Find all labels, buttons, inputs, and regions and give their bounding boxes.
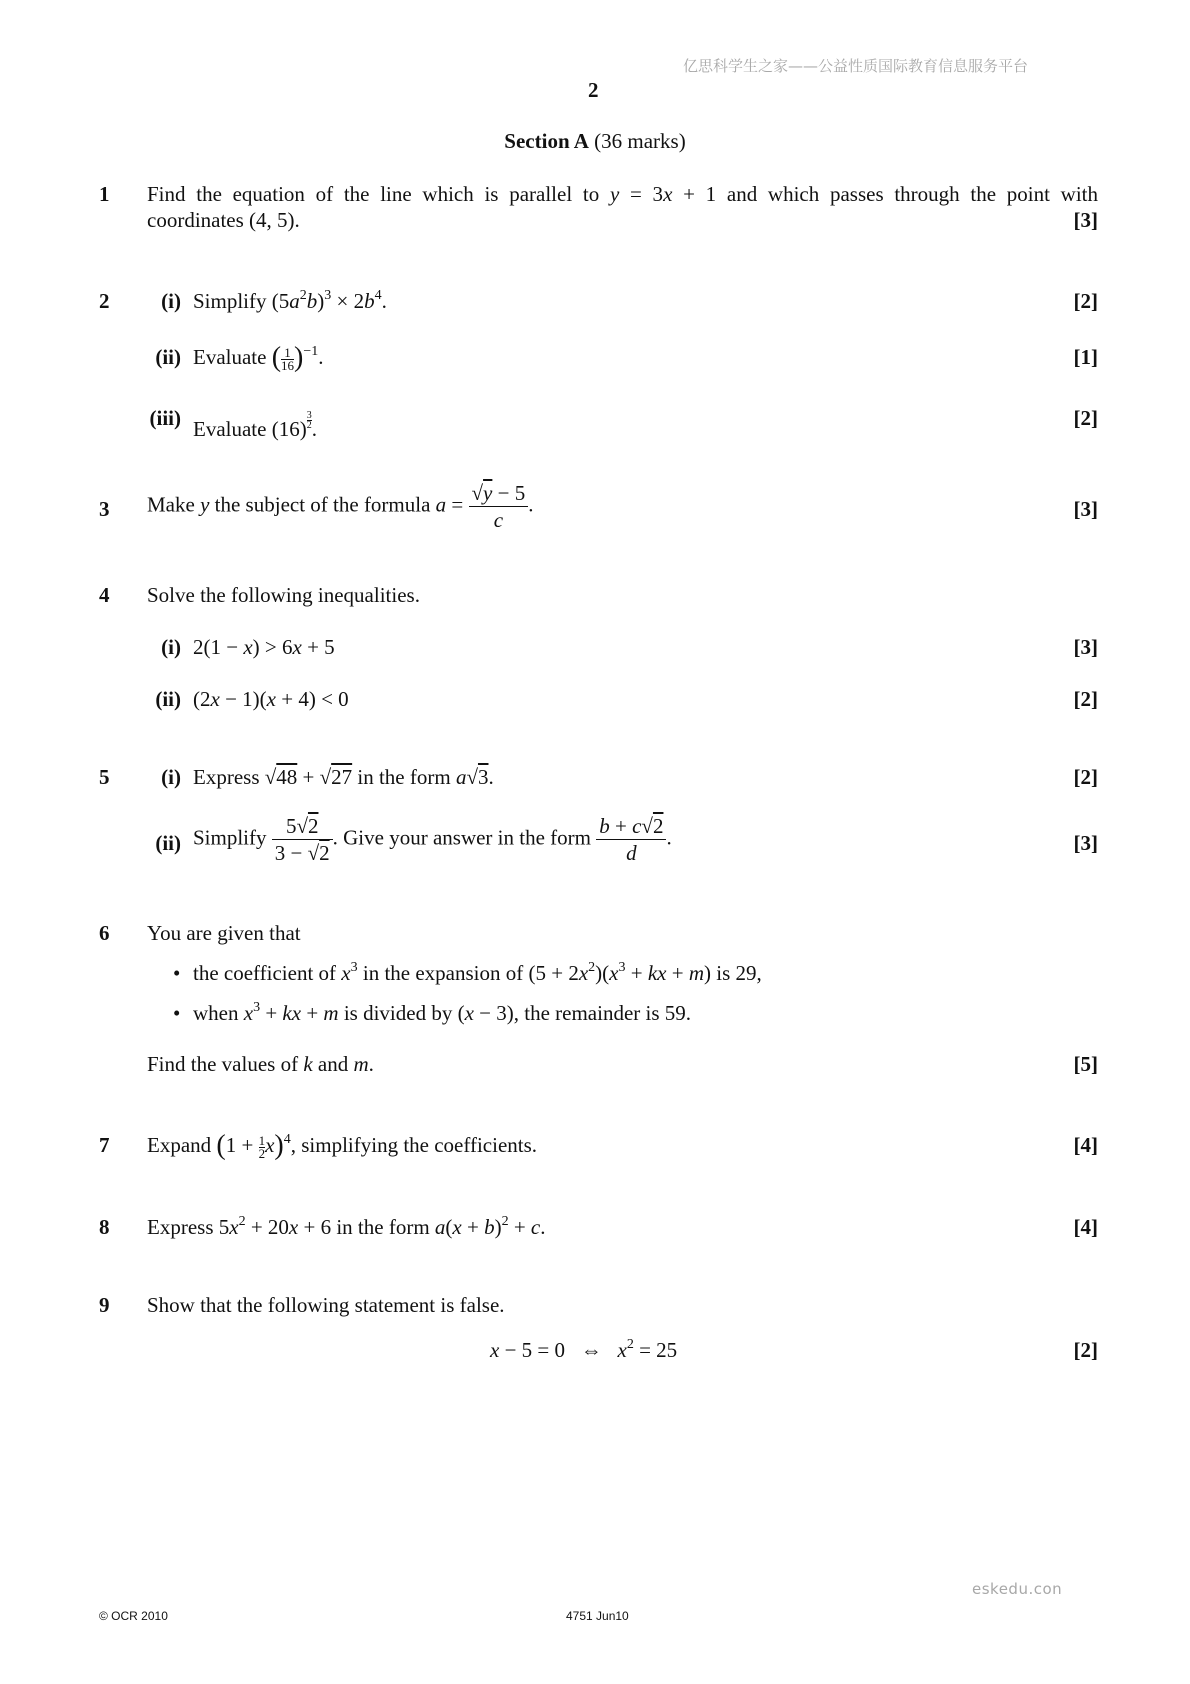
bullet-icon: • [173,961,181,985]
part-text: (2x − 1)(x + 4) < 0 [193,687,349,711]
question-number: 5 [99,765,110,789]
marks: [3] [1073,635,1098,659]
part-text: Evaluate ( $\frac{1}{16}$ )$^{-1}$. [193,342,324,373]
part-text: 2(1 − x) > 6x + 5 [193,635,335,659]
section-title: Section A [504,129,589,153]
question-text-line2: coordinates (4, 5). [147,208,300,232]
question-text: Express $5x^2 + 20x + 6$ in the form $a(x + b)^2 + c$. [147,1214,546,1239]
question-number: 3 [99,497,110,521]
marks: [2] [1073,406,1098,430]
question-text: Solve the following inequalities. [147,583,420,607]
part-label: (i) [161,765,181,789]
question-number: 8 [99,1215,110,1239]
part-label: (ii) [155,345,181,369]
marks: [2] [1073,289,1098,313]
section-heading [0,129,1190,154]
statement-equation: x − 5 = 0 ⇔ $x^2 = 25$ [490,1337,678,1362]
bullet-text: the coefficient of $x^3$ in the expansion of $(5 + 2x^2)(x^3$ + kx + m) is 29, [193,960,762,985]
question-text: Find the equation of the line which is parallel to y = 3x + 1 and which passes through the point with [147,182,1098,206]
marks: [2] [1073,765,1098,789]
marks: [1] [1073,345,1098,369]
footer-copyright: © OCR 2010 [99,1609,168,1623]
footer-watermark: eskedu.con [972,1580,1063,1598]
part-label: (iii) [149,406,181,430]
part-text: Evaluate (16) $\frac{3}{2}$ . [193,409,317,441]
question-text: Make y the subject of the formula a = $\frac{√y - 5}{c}$ . [147,481,534,532]
header-watermark: 亿思科学生之家——公益性质国际教育信息服务平台 [683,57,1029,75]
marks: [3] [1073,497,1098,521]
page-number: 2 [588,78,599,102]
marks: [4] [1073,1215,1098,1239]
marks: [4] [1073,1133,1098,1157]
marks: [2] [1073,687,1098,711]
question-text: Find the values of k and m. [147,1052,374,1076]
part-text: Simplify $\frac{5√2}{3 - √2}$ . Give your answer in the form $\frac{b + c√2}{d}$ . [193,814,672,865]
question-text: You are given that [147,921,301,945]
part-label: (ii) [155,687,181,711]
section-marks: (36 marks) [594,129,686,153]
question-number: 2 [99,289,110,313]
footer-paper-code: 4751 Jun10 [566,1609,629,1623]
marks: [5] [1073,1052,1098,1076]
marks: [3] [1073,831,1098,855]
part-label: (i) [161,635,181,659]
question-number: 7 [99,1133,110,1157]
marks: [3] [1073,208,1098,232]
part-text: Simplify $(5a^2b)^3 \times 2b^4$. [193,288,387,313]
part-label: (i) [161,289,181,313]
bullet-text: when $x^3$ + kx + m is divided by (x − 3), the remainder is 59. [193,1000,692,1025]
question-number: 9 [99,1293,110,1317]
question-number: 1 [99,182,110,206]
question-text: Expand (1 + $\frac{1}{2}$ x)$^4$, simplifying the coefficients. [147,1130,538,1161]
question-number: 6 [99,921,110,945]
question-number: 4 [99,583,110,607]
question-text: Show that the following statement is false. [147,1293,505,1317]
part-label: (ii) [155,831,181,855]
part-text: Express √48 + √27 in the form a√3. [193,765,494,789]
bullet-icon: • [173,1001,181,1025]
marks: [2] [1073,1338,1098,1362]
